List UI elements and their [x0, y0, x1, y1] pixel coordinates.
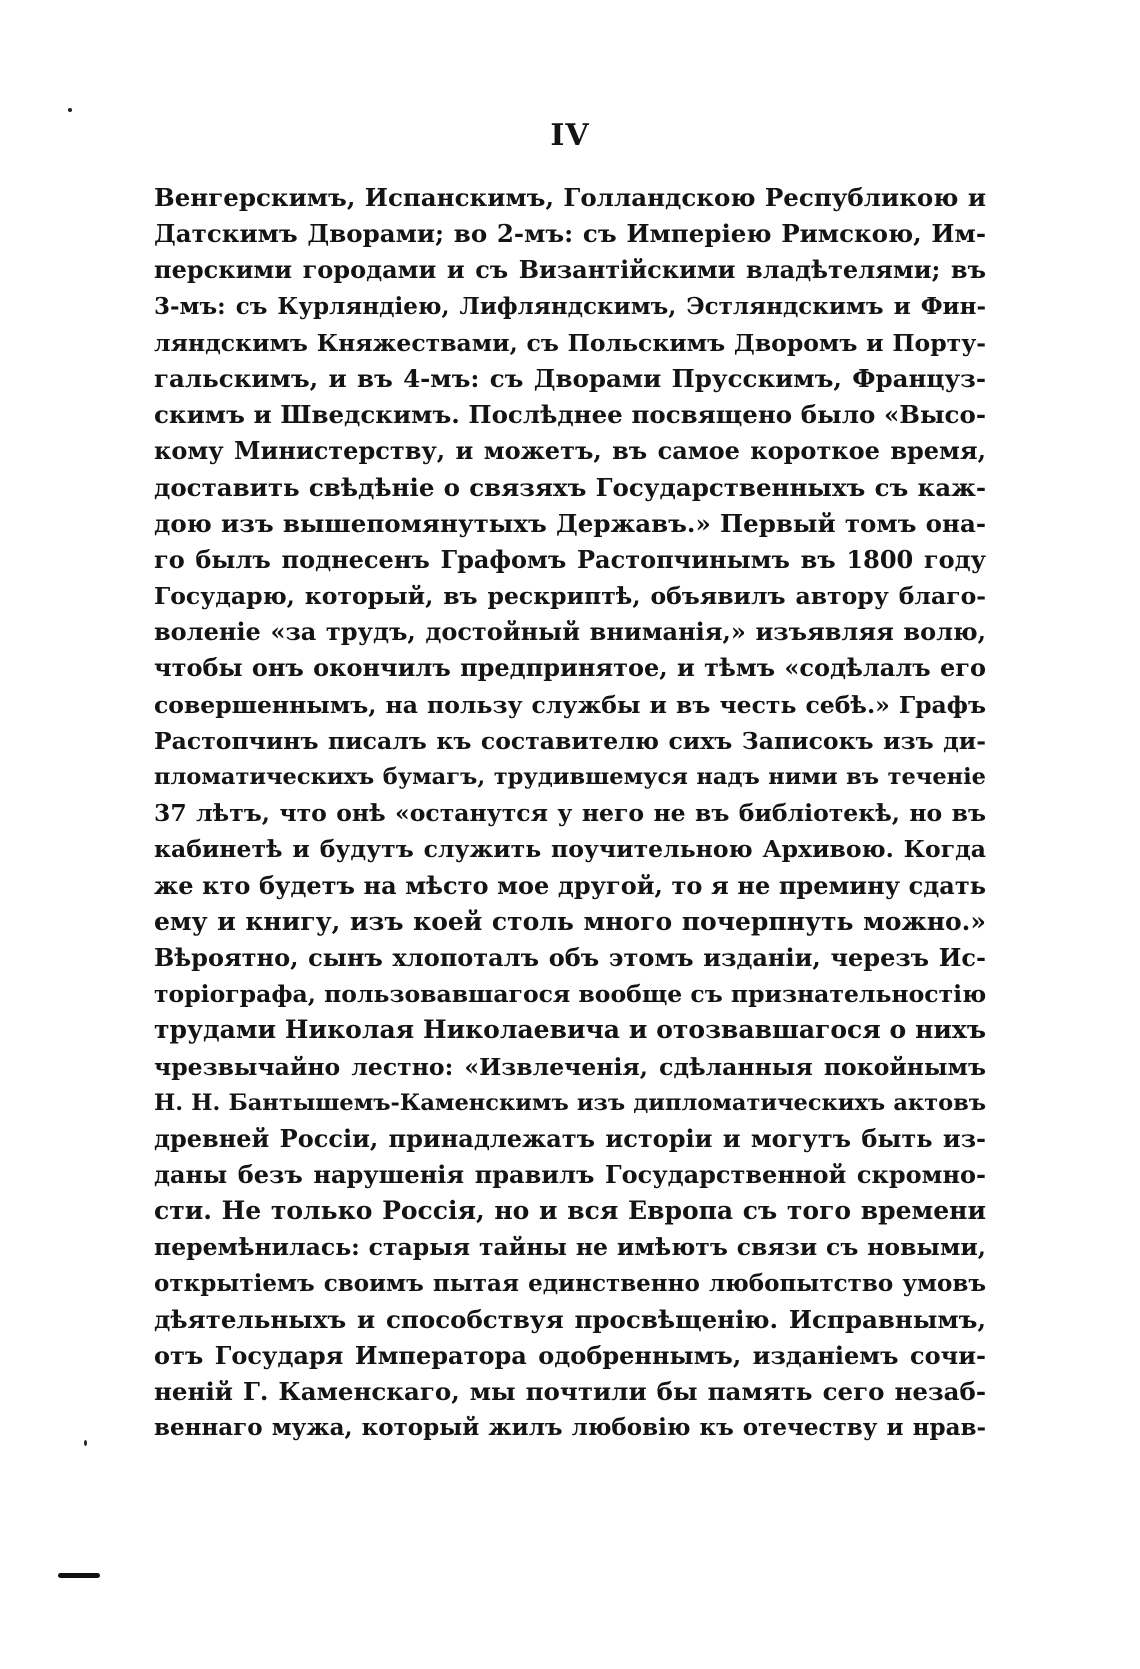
- ink-dash: [58, 1573, 100, 1578]
- text-line: Вѣроятно, сынъ хлопоталъ объ этомъ изданіи, черезъ Ис-: [154, 942, 986, 972]
- text-line: Государю, который, въ рескриптѣ, объявилъ автору благо-: [154, 582, 986, 611]
- text-line: Н. Н. Бантышемъ-Каменскимъ изъ дипломатическихъ актовъ: [154, 1089, 986, 1116]
- text-line: веннаго мужа, который жилъ любовію къ отечеству и нрав-: [154, 1414, 986, 1442]
- text-line: чтобы онъ окончилъ предпринятое, и тѣмъ «содѣлалъ его: [154, 653, 986, 683]
- text-line: совершеннымъ, на пользу службы и въ честь себѣ.» Графъ: [154, 690, 986, 719]
- text-line: ляндскимъ Княжествами, съ Польскимъ Дворомъ и Порту-: [154, 328, 986, 357]
- text-line: перскими городами и съ Византійскими владѣтелями; въ: [154, 255, 986, 285]
- ink-speck: [68, 108, 72, 112]
- text-line: перемѣнилась: старыя тайны не имѣютъ связи съ новыми,: [154, 1233, 986, 1262]
- text-line: 37 лѣтъ, что онѣ «останутся у него не въ библіотекѣ, но въ: [154, 799, 986, 828]
- text-line: ему и книгу, изъ коей столь много почерпнуть можно.»: [154, 906, 986, 936]
- text-line: Венгерскимъ, Испанскимъ, Голландскою Республикою и: [154, 183, 986, 212]
- text-line: дою изъ вышепомянутыхъ Державъ.» Первый томъ она-: [154, 508, 986, 538]
- text-line: трудами Николая Николаевича и отозвавшагося о нихъ: [154, 1015, 986, 1045]
- text-line: го былъ поднесенъ Графомъ Растопчинымъ въ 1800 году: [154, 544, 986, 574]
- text-line: 3-мъ: съ Курляндіею, Лифляндскимъ, Эстляндскимъ и Фин-: [154, 292, 986, 320]
- text-line: воленіе «за трудъ, достойный вниманія,» изъявляя волю,: [154, 617, 986, 647]
- text-line: кабинетѣ и будутъ служить поучительною Архивою. Когда: [154, 835, 986, 864]
- text-line: доставить свѣдѣніе о связяхъ Государственныхъ съ каж-: [154, 472, 986, 502]
- text-line: Растопчинъ писалъ къ составителю сихъ Записокъ изъ ди-: [154, 726, 986, 755]
- text-line: гальскимъ, и въ 4-мъ: съ Дворами Прусскимъ, Француз-: [154, 363, 986, 393]
- page-number: IV: [550, 118, 590, 153]
- text-line: даны безъ нарушенія правилъ Государственной скромно-: [154, 1160, 986, 1190]
- text-line: кому Министерству, и можетъ, въ самое короткое время,: [154, 436, 986, 466]
- text-line: дѣятельныхъ и способствуя просвѣщенію. Исправнымъ,: [154, 1304, 986, 1334]
- text-line: чрезвычайно лестно: «Извлеченія, сдѣланныя покойнымъ: [154, 1052, 986, 1081]
- body-text: [154, 180, 986, 1447]
- text-line: скимъ и Шведскимъ. Послѣднее посвящено было «Высо-: [154, 400, 986, 430]
- text-line: сти. Не только Россія, но и вся Европа съ того времени: [154, 1196, 986, 1226]
- text-line: отъ Государя Императора одобреннымъ, изданіемъ сочи-: [154, 1341, 986, 1370]
- text-line: торіографа, пользовавшагося вообще съ признательностію: [154, 980, 987, 1009]
- ink-speck: [84, 1440, 87, 1446]
- text-line: Датскимъ Дворами; во 2-мъ: съ Имперіею Римскою, Им-: [154, 219, 986, 249]
- text-line: открытіемъ своимъ пытая единственно любопытство умовъ: [154, 1269, 986, 1297]
- text-line: же кто будетъ на мѣсто мое другой, то я не премину сдать: [154, 870, 986, 900]
- text-line: древней Россіи, принадлежатъ исторіи и могутъ быть из-: [154, 1123, 986, 1153]
- text-line: неній Г. Каменскаго, мы почтили бы память сего незаб-: [154, 1377, 986, 1407]
- text-line: пломатическихъ бумагъ, трудившемуся надъ ними въ теченіе: [154, 764, 986, 790]
